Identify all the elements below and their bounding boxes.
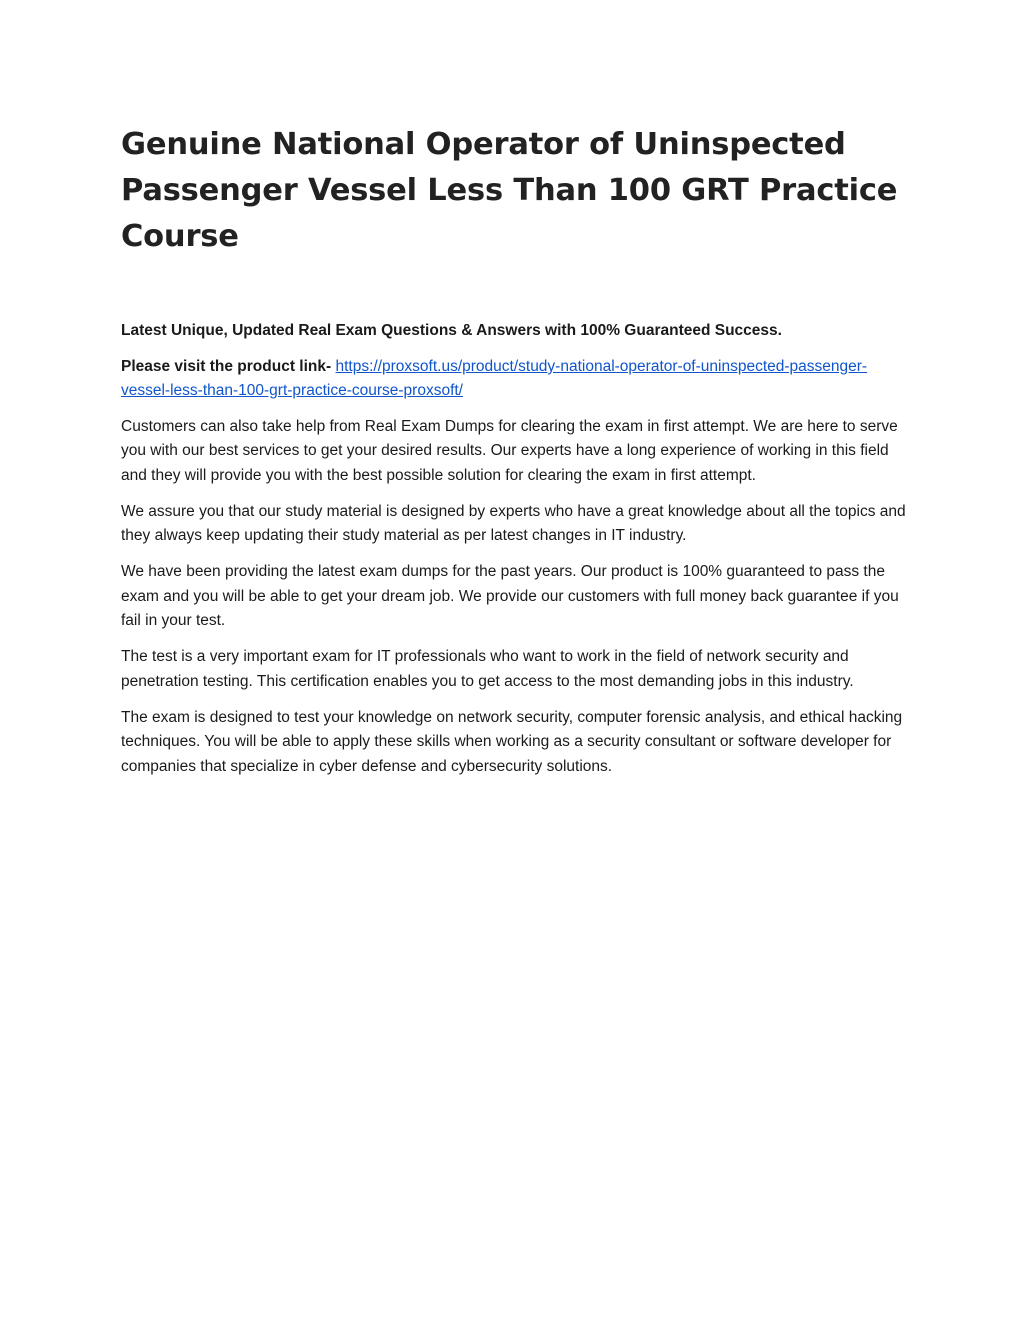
- product-link-line: [121, 355, 906, 403]
- product-link-label: Please visit the product link-: [121, 358, 332, 375]
- paragraph-customers: Customers can also take help from Real Exam Dumps for clearing the exam in first attempt. We are here to serve you with our best services to get your desired results. Our experts have a long experience of working in this field and they will provide you with the best possible solution for clearing the exam in first attempt.: [121, 418, 898, 484]
- paragraph-study-material: We assure you that our study material is designed by experts who have a great knowledge about all the topics and they always keep updating their study material as per latest changes in IT industry.: [121, 502, 906, 545]
- paragraph-guarantee: We have been providing the latest exam dumps for the past years. Our product is 100% guaranteed to pass the exam and you will be able to get your dream job. We provide our customers with full money back guarantee if you fail in your test.: [121, 563, 899, 630]
- paragraph-exam-design: The exam is designed to test your knowledge on network security, computer forensic analysis, and ethical hacking techniques. You will be able to apply these skills when working as a security consultant or software developer for companies that specialize in cyber defense and cybersecurity solutions.: [121, 708, 903, 775]
- paragraph-importance: The test is a very important exam for IT professionals who want to work in the field of network security and penetration testing. This certification enables you to get access to the most demanding jobs in this industry.: [121, 648, 854, 690]
- document-title: Genuine National Operator of Uninspected Passenger Vessel Less Than 100 GRT Practice Course: [121, 127, 898, 254]
- tagline: Latest Unique, Updated Real Exam Questions & Answers with 100% Guaranteed Success.: [121, 322, 782, 339]
- document-page: [121, 122, 906, 779]
- product-link[interactable]: https://proxsoft.us/product/study-national-operator-of-uninspected-passenger-vessel-less-than-100-grt-practice-course-proxsoft/: [121, 358, 868, 399]
